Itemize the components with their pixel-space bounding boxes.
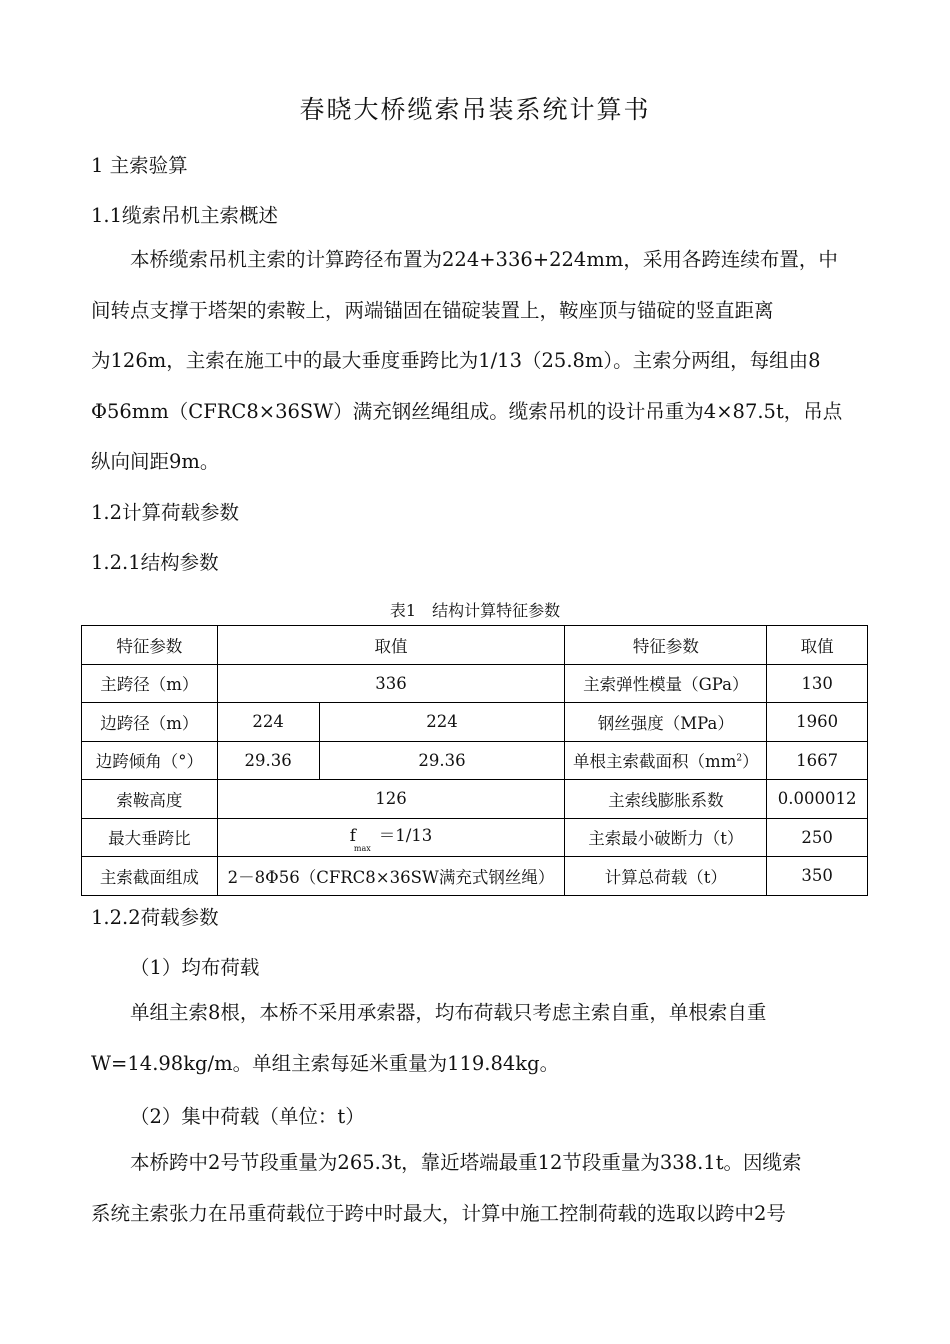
superscript: 2 [736,753,743,764]
table-cell: 224 [319,703,565,742]
table-cell: 130 [767,664,868,703]
table-cell: 取值 [217,626,565,665]
table-cell: 0.000012 [767,780,868,819]
section-heading-1-1: 1.1缆索吊机主索概述 [91,204,279,227]
overview-paragraph [91,235,881,488]
table-cell: 1667 [767,741,868,780]
uniform-load-paragraph [91,988,881,1089]
text-line: 为126m，主索在施工中的最大垂度垂跨比为1/13（25.8m）。主索分两组，每组由8 [91,349,821,372]
table-caption: 表1 结构计算特征参数 [389,601,561,620]
table-cell: 126 [217,780,565,819]
formula-subscript: max [353,843,371,853]
subheading-uniform-load: （1）均布荷载 [130,956,260,979]
formula-value: ＝1/13 [378,825,433,845]
table-cell [217,818,565,857]
cell-text: 单根主索截面积（mm [573,752,737,772]
subheading-concentrated-load: （2）集中荷载（单位：t） [130,1105,365,1128]
table-cell [565,741,767,780]
concentrated-load-paragraph [91,1138,881,1239]
table-cell: 边跨倾角（°） [82,741,218,780]
table-row [82,780,868,819]
table-cell: 钢丝强度（MPa） [565,703,767,742]
table-cell: 250 [767,818,868,857]
table-row [82,664,868,703]
table-cell: 29.36 [319,741,565,780]
text-line: 间转点支撑于塔架的索鞍上，两端锚固在锚碇装置上，鞍座顶与锚碇的竖直距离 [91,298,774,322]
table-row [82,818,868,857]
table-cell: 29.36 [217,741,319,780]
table-row [82,857,868,896]
table-cell: 主索最小破断力（t） [565,818,767,857]
cell-text: ） [742,752,759,772]
text-line: 本桥跨中2号节段重量为265.3t，靠近塔端最重12节段重量为338.1t。因缆索 [130,1151,802,1174]
table-cell: 特征参数 [82,626,218,665]
text-line: 单组主索8根，本桥不采用承索器，均布荷载只考虑主索自重，单根索自重 [130,1001,767,1024]
table-cell: 224 [217,703,319,742]
table-cell: 336 [217,664,565,703]
formula-symbol: f [349,825,356,845]
table-cell: 主索线膨胀系数 [565,780,767,819]
table-cell: 计算总荷载（t） [565,857,767,896]
text-line: 系统主索张力在吊重荷载位于跨中时最大，计算中施工控制荷载的选取以跨中2号 [91,1201,786,1225]
text-line: W=14.98kg/m。单组主索每延米重量为119.84kg。 [91,1051,560,1075]
table-cell: 边跨径（m） [82,703,218,742]
text-line: Φ56mm（CFRC8×36SW）满充钢丝绳组成。缆索吊机的设计吊重为4×87.5t，吊点 [91,399,843,423]
text-line: 纵向间距9m。 [91,450,220,473]
table-cell: 特征参数 [565,626,767,665]
table-cell: 最大垂跨比 [82,818,218,857]
section-heading-1-2-2: 1.2.2荷载参数 [91,906,219,929]
table-row [82,741,868,780]
table-cell: 350 [767,857,868,896]
section-heading-1-2: 1.2计算荷载参数 [91,501,240,524]
structure-parameters-table [81,625,868,896]
table-row [82,626,868,665]
table-cell: 索鞍高度 [82,780,218,819]
table-row [82,703,868,742]
section-heading-1: 1 主索验算 [91,154,188,177]
section-heading-1-2-1: 1.2.1结构参数 [91,551,219,574]
table-cell: 取值 [767,626,868,665]
text-line: 本桥缆索吊机主索的计算跨径布置为224+336+224mm，采用各跨连续布置，中 [130,248,838,271]
document-title: 春晓大桥缆索吊装系统计算书 [299,95,651,124]
table-cell: 主跨径（m） [82,664,218,703]
table-cell: 2－8Φ56（CFRC8×36SW满充式钢丝绳） [217,857,565,896]
table-cell: 1960 [767,703,868,742]
table-cell: 主索截面组成 [82,857,218,896]
table-cell: 主索弹性模量（GPa） [565,664,767,703]
